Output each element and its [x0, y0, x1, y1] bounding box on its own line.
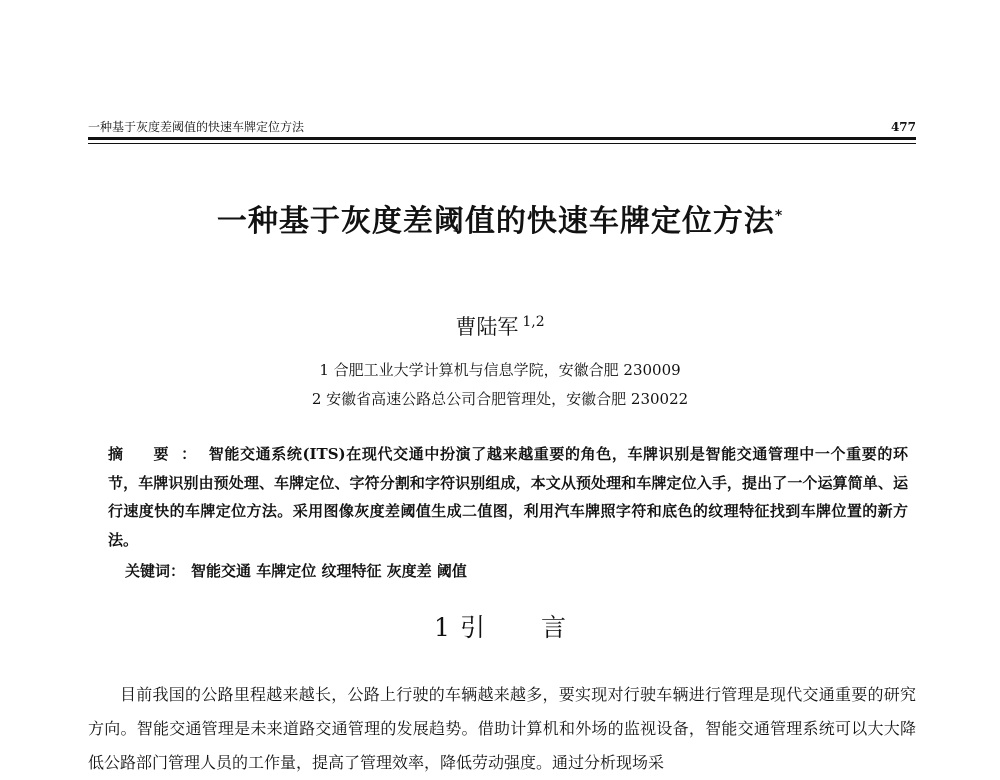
- keywords-text: 智能交通 车牌定位 纹理特征 灰度差 阈值: [191, 562, 467, 580]
- keywords-label: 关键词：: [125, 562, 186, 580]
- affiliation-2: 2 安徽省高速公路总公司合肥管理处，安徽合肥 230022: [311, 390, 689, 408]
- running-title: 一种基于灰度差阈值的快速车牌定位方法: [88, 120, 305, 134]
- section-heading: [0, 610, 1000, 646]
- header-rule-thin: [88, 143, 916, 144]
- paper-title: [0, 202, 1000, 242]
- header-rule-thick: [88, 137, 916, 140]
- title-footnote-mark: *: [774, 208, 784, 224]
- running-header: [88, 118, 916, 136]
- author-affiliation-marks: 1,2: [522, 314, 545, 330]
- abstract-label: 摘 要：: [108, 445, 209, 463]
- body-paragraph: 目前我国的公路里程越来越长，公路上行驶的车辆越来越多，要实现对行驶车辆进行管理是现代交通重要的研究方向。智能交通管理是未来道路交通管理的发展趋势。借助计算机和外场的监视设备，智能交通管理系统可以大大降低公路部门管理人员的工作量，提高了管理效率，降低劳动强度。通过分析现场采: [88, 685, 916, 772]
- abstract: [108, 440, 908, 554]
- keywords: [125, 559, 905, 583]
- affiliation-1: 1 合肥工业大学计算机与信息学院，安徽合肥 230009: [319, 361, 681, 379]
- title-text: 一种基于灰度差阈值的快速车牌定位方法: [216, 204, 775, 239]
- author-line: [0, 312, 1000, 342]
- section-title-part-1: 引: [459, 613, 485, 642]
- section-number: 1: [434, 613, 450, 642]
- section-title-part-2: 言: [540, 613, 566, 642]
- abstract-text: 智能交通系统(ITS)在现代交通中扮演了越来越重要的角色，车牌识别是智能交通管理中一个重要的环节，车牌识别由预处理、车牌定位、字符分割和字符识别组成，本文从预处理和车牌定位入手，提出了一个运算简单、运行速度快的车牌定位方法。采用图像灰度差阈值生成二值图，利用汽车牌照字符和底色的纹理特征找到车牌位置的新方法。: [108, 445, 908, 549]
- page-number: 477: [890, 120, 916, 134]
- author-name: 曹陆军: [455, 315, 519, 339]
